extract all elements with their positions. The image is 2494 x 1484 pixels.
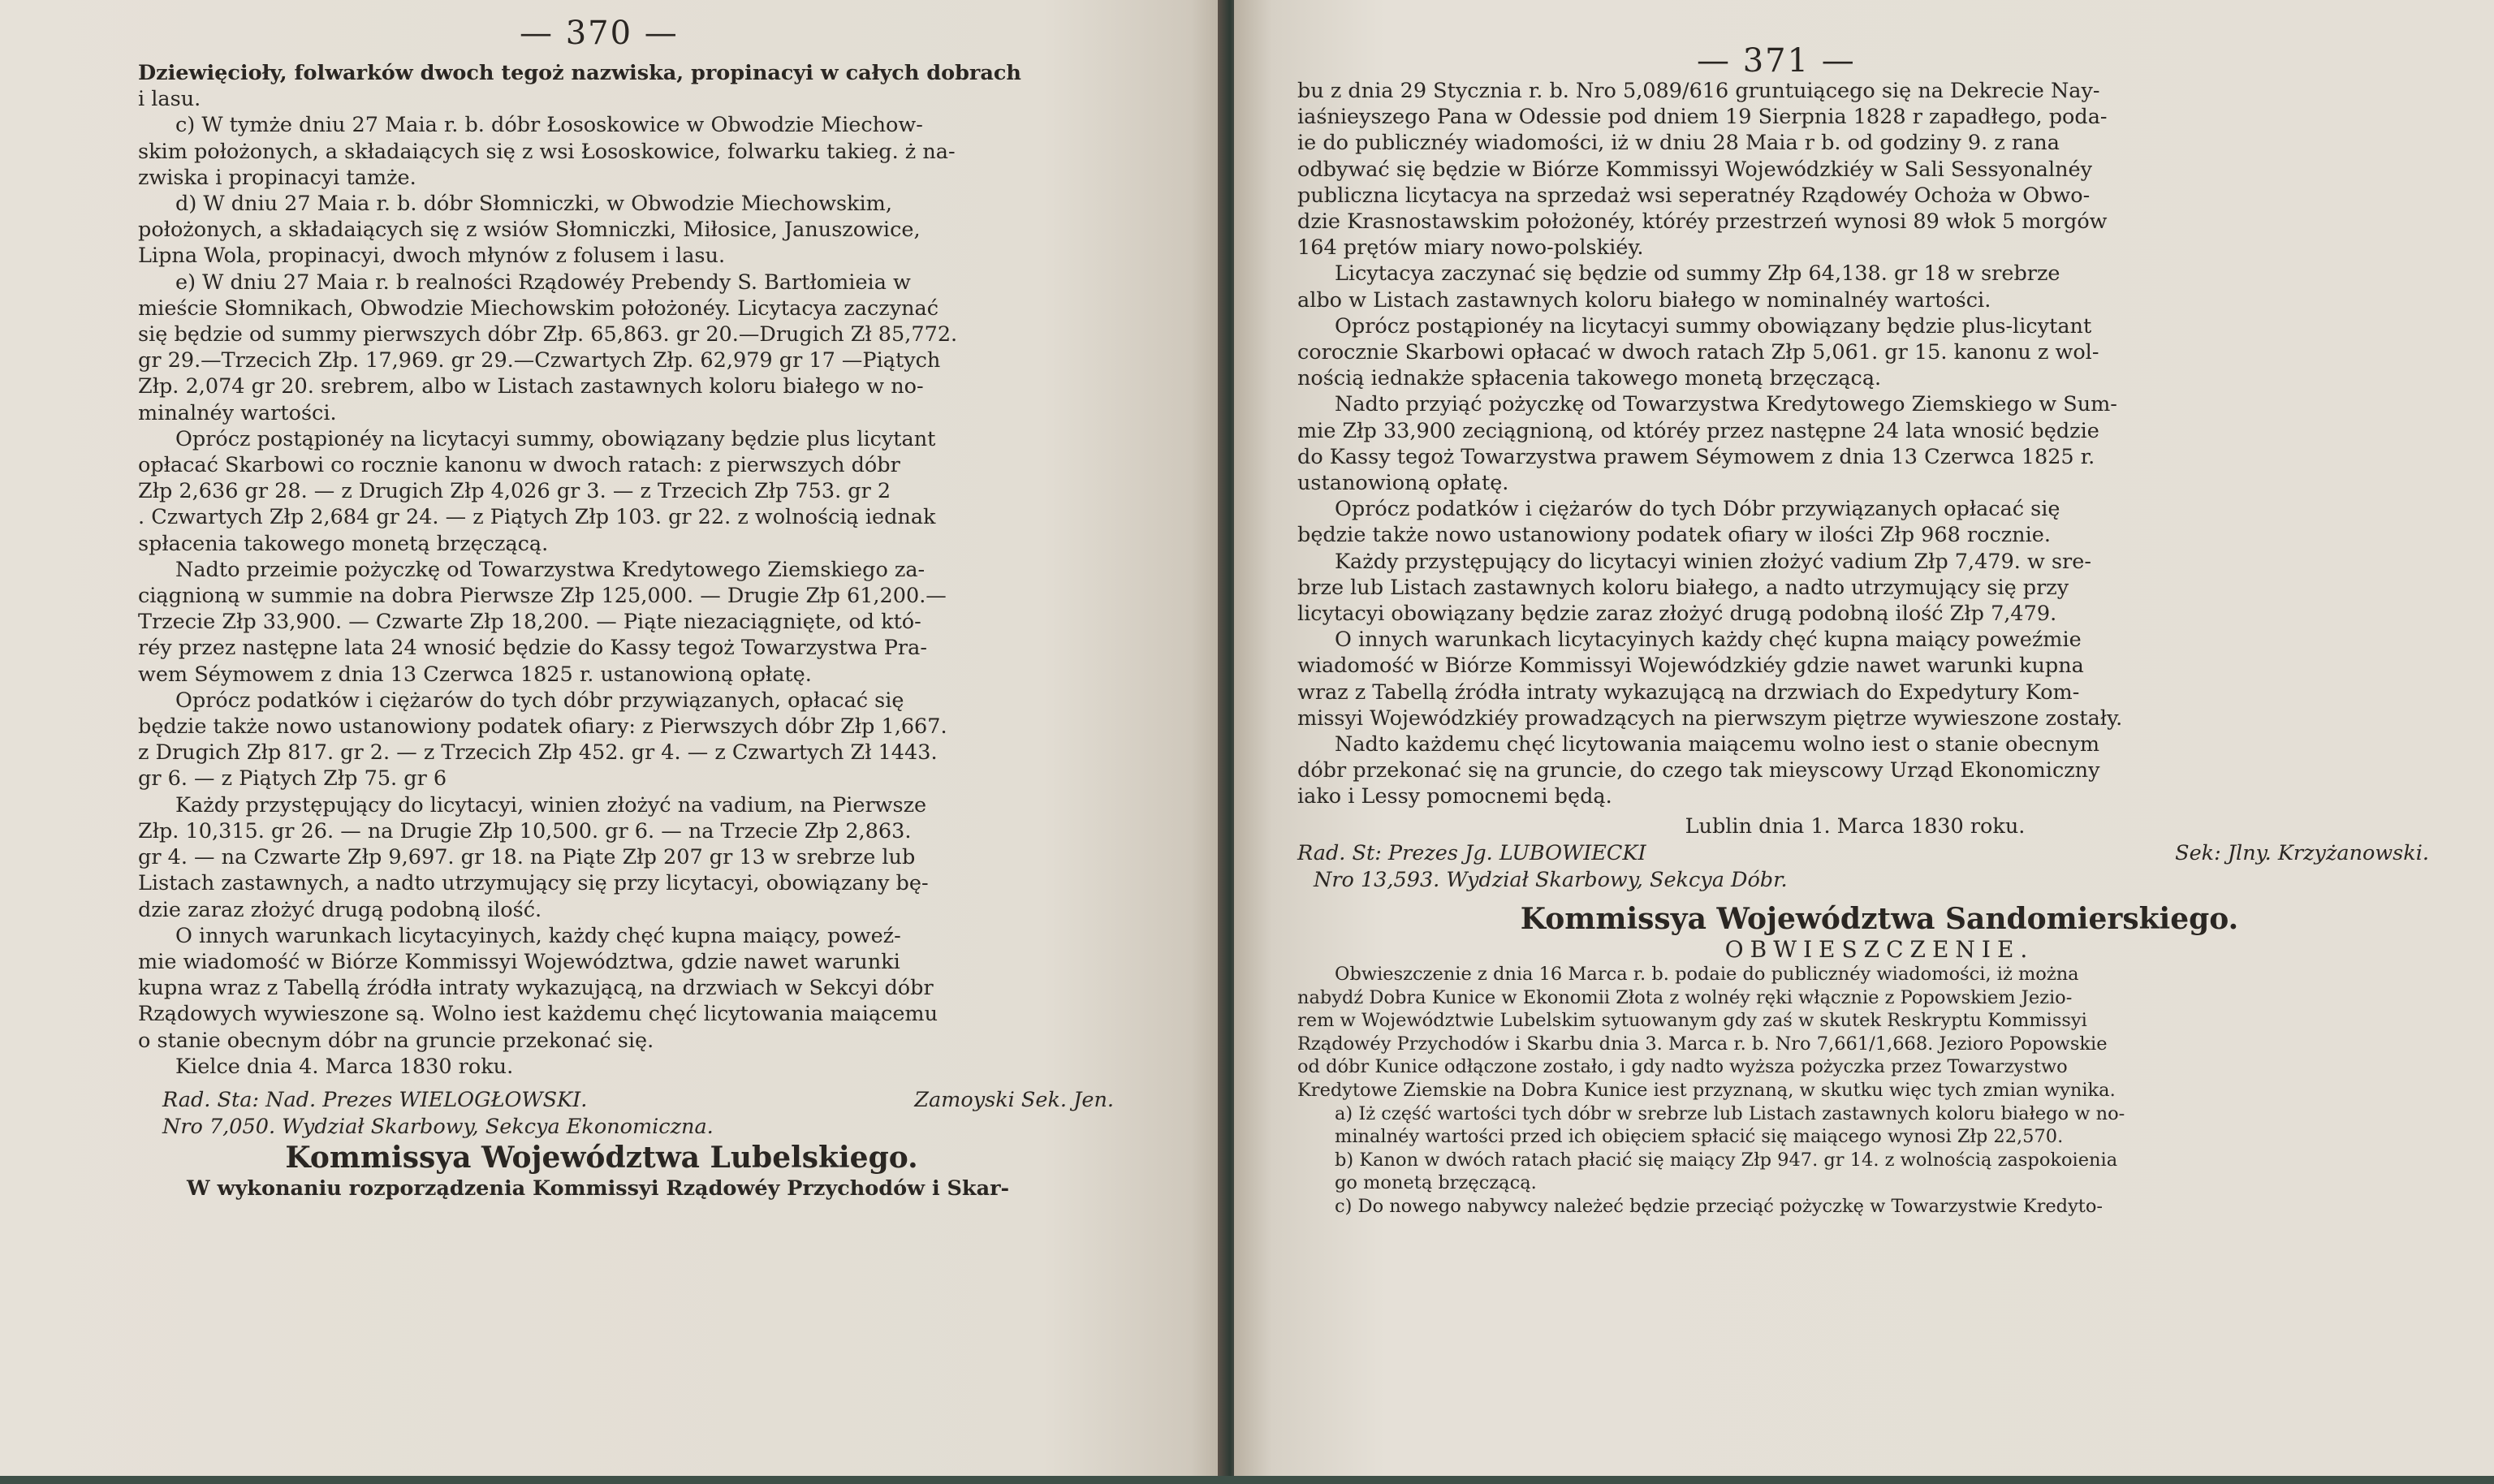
text-line: i lasu. xyxy=(138,87,201,112)
text-line: ustanowioną opłatę. xyxy=(1297,471,1509,496)
text-line: Każdy przystępujący do licytacyi, winien złożyć na vadium, na Pierwsze xyxy=(175,792,927,817)
right-notice-text xyxy=(1297,963,2462,1219)
text-line: wraz z Tabellą źródła intraty wykazującą na drzwiach do Expedytury Kom- xyxy=(1297,679,2080,705)
text-line: Lipna Wola, propinacyi, dwoch młynów z folusem i lasu. xyxy=(138,244,726,269)
left-body-text xyxy=(138,60,1195,1080)
text-line: c) W tymże dniu 27 Maia r. b. dóbr Łososkowice w Obwodzie Miechow- xyxy=(175,113,923,138)
text-line: bu z dnia 29 Stycznia r. b. Nro 5,089/616 gruntuiącego się na Dekrecie Nay- xyxy=(1297,79,2100,103)
text-line: Dziewięcioły, folwarków dwoch tegoż nazwiska, propinacyi w całych dobrach xyxy=(138,61,1021,85)
text-line: Oprócz postąpionéy na licytacyi summy obowiązany będzie plus-licytant xyxy=(1335,313,2092,339)
right-reference: Nro 13,593. Wydział Skarbowy, Sekcya Dóbr. xyxy=(1314,867,1788,892)
left-signature-secretary: Zamoyski Sek. Jen. xyxy=(914,1087,1114,1112)
text-line: mieście Słomnikach, Obwodzie Miechowskim położonéy. Licytacya zaczynać xyxy=(138,296,939,321)
right-section-heading: Kommissya Województwa Sandomierskiego. xyxy=(1520,902,2239,937)
left-reference: Nro 7,050. Wydział Skarbowy, Sekcya Ekonomiczna. xyxy=(162,1114,714,1139)
text-line: Oprócz podatków i ciężarów do tych Dóbr przywiązanych opłacać się xyxy=(1335,497,2060,522)
notice-line: rem w Województwie Lubelskim sytuowanym gdy zaś w skutek Reskryptu Kommissyi xyxy=(1297,1010,2087,1032)
text-line: mie wiadomość w Biórze Kommissyi Województwa, gdzie nawet warunki xyxy=(138,949,900,974)
text-line: wiadomość w Biórze Kommissyi Wojewódzkiéy gdzie nawet warunki kupna xyxy=(1297,654,2084,679)
text-line: réy przez następne lata 24 wnosić będzie do Kassy tegoż Towarzystwa Pra- xyxy=(138,636,927,661)
text-line: gr 4. — na Czwarte Złp 9,697. gr 18. na Piąte Złp 207 gr 13 w srebrze lub xyxy=(138,845,916,870)
notice-line: Kredytowe Ziemskie na Dobra Kunice iest przyznaną, w skutku więc tych zmian wynika. xyxy=(1297,1080,2116,1102)
text-line: brze lub Listach zastawnych koloru białego, a nadto utrzymujący się przy xyxy=(1297,575,2069,600)
text-line: minalnéy wartości. xyxy=(138,400,337,425)
text-line: corocznie Skarbowi opłacać w dwoch ratach Złp 5,061. gr 15. kanonu z wol- xyxy=(1297,340,2099,365)
text-line: Złp. 2,074 gr 20. srebrem, albo w Listach zastawnych koloru białego w no- xyxy=(138,374,924,399)
text-line: dzie Krasnostawskim położonéy, któréy przestrzeń wynosi 89 włok 5 morgów xyxy=(1297,209,2108,235)
notice-line: minalnéy wartości przed ich obięciem spłacić się maiącego wynosi Złp 22,570. xyxy=(1335,1126,2064,1148)
text-line: iaśnieyszego Pana w Odessie pod dniem 19 Sierpnia 1828 r zapadłego, poda- xyxy=(1297,105,2108,130)
text-line: Złp 2,636 gr 28. — z Drugich Złp 4,026 gr 3. — z Trzecich Złp 753. gr 2 xyxy=(138,479,891,504)
text-line: nością iednakże spłacenia takowego monetą brzęczącą. xyxy=(1297,366,1882,391)
text-line: iako i Lessy pomocnemi będą. xyxy=(1297,784,1612,809)
text-line: Oprócz podatków i ciężarów do tych dóbr przywiązanych, opłacać się xyxy=(175,688,904,713)
text-line: gr 29.—Trzecich Złp. 17,969. gr 29.—Czwartych Złp. 62,979 gr 17 —Piątych xyxy=(138,348,941,373)
text-line: odbywać się będzie w Biórze Kommissyi Wojewódzkiéy w Sali Sessyonalnéy xyxy=(1297,157,2093,182)
notice-line: Rządowéy Przychodów i Skarbu dnia 3. Marca r. b. Nro 7,661/1,668. Jezioro Popowskie xyxy=(1297,1033,2108,1055)
text-line: zwiska i propinacyi tamże. xyxy=(138,165,416,190)
left-closing-line: W wykonaniu rozporządzenia Kommissyi Rządowéy Przychodów i Skar- xyxy=(187,1176,1010,1201)
text-line: o stanie obecnym dóbr na gruncie przekonać się. xyxy=(138,1028,654,1053)
page-number-left: — 370 — xyxy=(520,15,679,52)
right-signature-block xyxy=(1297,839,2462,867)
left-section-heading: Kommissya Województwa Lubelskiego. xyxy=(285,1141,918,1176)
text-line: Rządowych wywieszone są. Wolno iest każdemu chęć licytowania maiącemu xyxy=(138,1002,938,1027)
right-subheading: OBWIESZCZENIE. xyxy=(1724,936,2034,964)
notice-line: a) Iż część wartości tych dóbr w srebrze lub Listach zastawnych koloru białego w no- xyxy=(1335,1102,2125,1124)
text-line: Listach zastawnych, a nadto utrzymujący się przy licytacyi, obowiązany bę- xyxy=(138,871,929,896)
text-line: mie Złp 33,900 zeciągnioną, od któréy przez następne 24 lata wnosić będzie xyxy=(1297,418,2099,443)
right-body-text xyxy=(1297,78,2462,810)
text-line: Złp. 10,315. gr 26. — na Drugie Złp 10,500. gr 6. — na Trzecie Złp 2,863. xyxy=(138,818,912,843)
text-line: z Drugich Złp 817. gr 2. — z Trzecich Złp 452. gr 4. — z Czwartych Zł 1443. xyxy=(138,740,938,766)
text-line: opłacać Skarbowi co rocznie kanonu w dwoch ratach: z pierwszych dóbr xyxy=(138,453,900,478)
text-line: albo w Listach zastawnych koloru białego w nominalnéy wartości. xyxy=(1297,287,1991,313)
text-line: Nadto przeimie pożyczkę od Towarzystwa Kredytowego Ziemskiego za- xyxy=(175,557,926,582)
text-line: d) W dniu 27 Maia r. b. dóbr Słomniczki, w Obwodzie Miechowskim, xyxy=(175,192,892,217)
notice-line: od dóbr Kunice odłączone zostało, i gdy nadto wyższa pożyczka przez Towarzystwo xyxy=(1297,1056,2068,1078)
text-line: Kielce dnia 4. Marca 1830 roku. xyxy=(175,1054,514,1079)
text-line: missyi Wojewódzkiéy prowadzących na pierwszym piętrze wywieszone zostały. xyxy=(1297,705,2123,731)
right-signature-president: Rad. St: Prezes Jg. LUBOWIECKI xyxy=(1297,840,1646,865)
text-line: się będzie od summy pierwszych dóbr Złp. 65,863. gr 20.—Drugich Zł 85,772. xyxy=(138,322,958,347)
right-page xyxy=(1234,0,2494,1476)
text-line: do Kassy tegoż Towarzystwa prawem Séymowem z dnia 13 Czerwca 1825 r. xyxy=(1297,444,2095,469)
text-line: kupna wraz z Tabellą źródła intraty wykazującą, na drzwiach w Sekcyi dóbr xyxy=(138,976,934,1001)
right-place-date: Lublin dnia 1. Marca 1830 roku. xyxy=(1685,813,2026,839)
text-line: Trzecie Złp 33,900. — Czwarte Złp 18,200. — Piąte niezaciągnięte, od któ- xyxy=(138,610,921,635)
text-line: gr 6. — z Piątych Złp 75. gr 6 xyxy=(138,766,447,792)
text-line: licytacyi obowiązany będzie zaraz złożyć drugą podobną ilość Złp 7,479. xyxy=(1297,602,2057,627)
notice-line: b) Kanon w dwóch ratach płacić się maiący Złp 947. gr 14. z wolnością zaspokoienia xyxy=(1335,1149,2118,1171)
left-signature-president: Rad. Sta: Nad. Prezes WIELOGŁOWSKI. xyxy=(162,1087,588,1112)
text-line: Nadto przyiąć pożyczkę od Towarzystwa Kredytowego Ziemskiego w Sum- xyxy=(1335,392,2117,417)
text-line: Każdy przystępujący do licytacyi winien złożyć vadium Złp 7,479. w sre- xyxy=(1335,549,2091,574)
page-number-right: — 371 — xyxy=(1697,42,1856,80)
text-line: publiczna licytacya na sprzedaż wsi seperatnéy Rządowéy Ochoża w Obwo- xyxy=(1297,183,2091,208)
text-line: spłacenia takowego monetą brzęczącą. xyxy=(138,531,549,556)
left-signature-block xyxy=(138,1086,1195,1114)
text-line: ciągnioną w summie na dobra Pierwsze Złp 125,000. — Drugie Złp 61,200.— xyxy=(138,584,947,609)
text-line: Nadto każdemu chęć licytowania maiącemu wolno iest o stanie obecnym xyxy=(1335,732,2100,757)
bottom-edge xyxy=(0,1476,2494,1484)
notice-line: nabydź Dobra Kunice w Ekonomii Złota z wolnéy ręki włącznie z Popowskiem Jezio- xyxy=(1297,986,2073,1008)
text-line: skim położonych, a składaiących się z wsi Łososkowice, folwarku takieg. ż na- xyxy=(138,139,956,164)
text-line: dóbr przekonać się na gruncie, do czego tak mieyscowy Urząd Ekonomiczny xyxy=(1297,758,2100,783)
text-line: będzie także nowo ustanowiony podatek ofiary: z Pierwszych dóbr Złp 1,667. xyxy=(138,714,947,740)
text-line: O innych warunkach licytacyinych każdy chęć kupna maiący poweźmie xyxy=(1335,628,2082,653)
text-line: ie do publicznéy wiadomości, iż w dniu 28 Maia r b. od godziny 9. z rana xyxy=(1297,131,2060,156)
text-line: e) W dniu 27 Maia r. b realności Rządowéy Prebendy S. Bartłomieia w xyxy=(175,270,911,295)
text-line: 164 prętów miary nowo-polskiéy. xyxy=(1297,235,1644,261)
notice-line: Obwieszczenie z dnia 16 Marca r. b. podaie do publicznéy wiadomości, iż można xyxy=(1335,964,2079,986)
left-page xyxy=(0,0,1228,1476)
text-line: Oprócz postąpionéy na licytacyi summy, obowiązany będzie plus licytant xyxy=(175,426,936,451)
text-line: będzie także nowo ustanowiony podatek ofiary w ilości Złp 968 rocznie. xyxy=(1297,523,2051,548)
text-line: . Czwartych Złp 2,684 gr 24. — z Piątych Złp 103. gr 22. z wolnością iednak xyxy=(138,505,936,530)
text-line: wem Séymowem z dnia 13 Czerwca 1825 r. ustanowioną opłatę. xyxy=(138,662,812,687)
text-line: dzie zaraz złożyć drugą podobną ilość. xyxy=(138,897,542,922)
text-line: Licytacya zaczynać się będzie od summy Złp 64,138. gr 18 w srebrze xyxy=(1335,261,2060,287)
text-line: położonych, a składaiących się z wsiów Słomniczki, Miłosice, Januszowice, xyxy=(138,218,921,243)
right-signature-secretary: Sek: Jlny. Krzyżanowski. xyxy=(2175,840,2429,865)
text-line: O innych warunkach licytacyinych, każdy chęć kupna maiący, poweź- xyxy=(175,923,901,948)
notice-line: c) Do nowego nabywcy należeć będzie przeciąć pożyczkę w Towarzystwie Kredyto- xyxy=(1335,1196,2103,1218)
notice-line: go monetą brzęczącą. xyxy=(1335,1172,1537,1194)
